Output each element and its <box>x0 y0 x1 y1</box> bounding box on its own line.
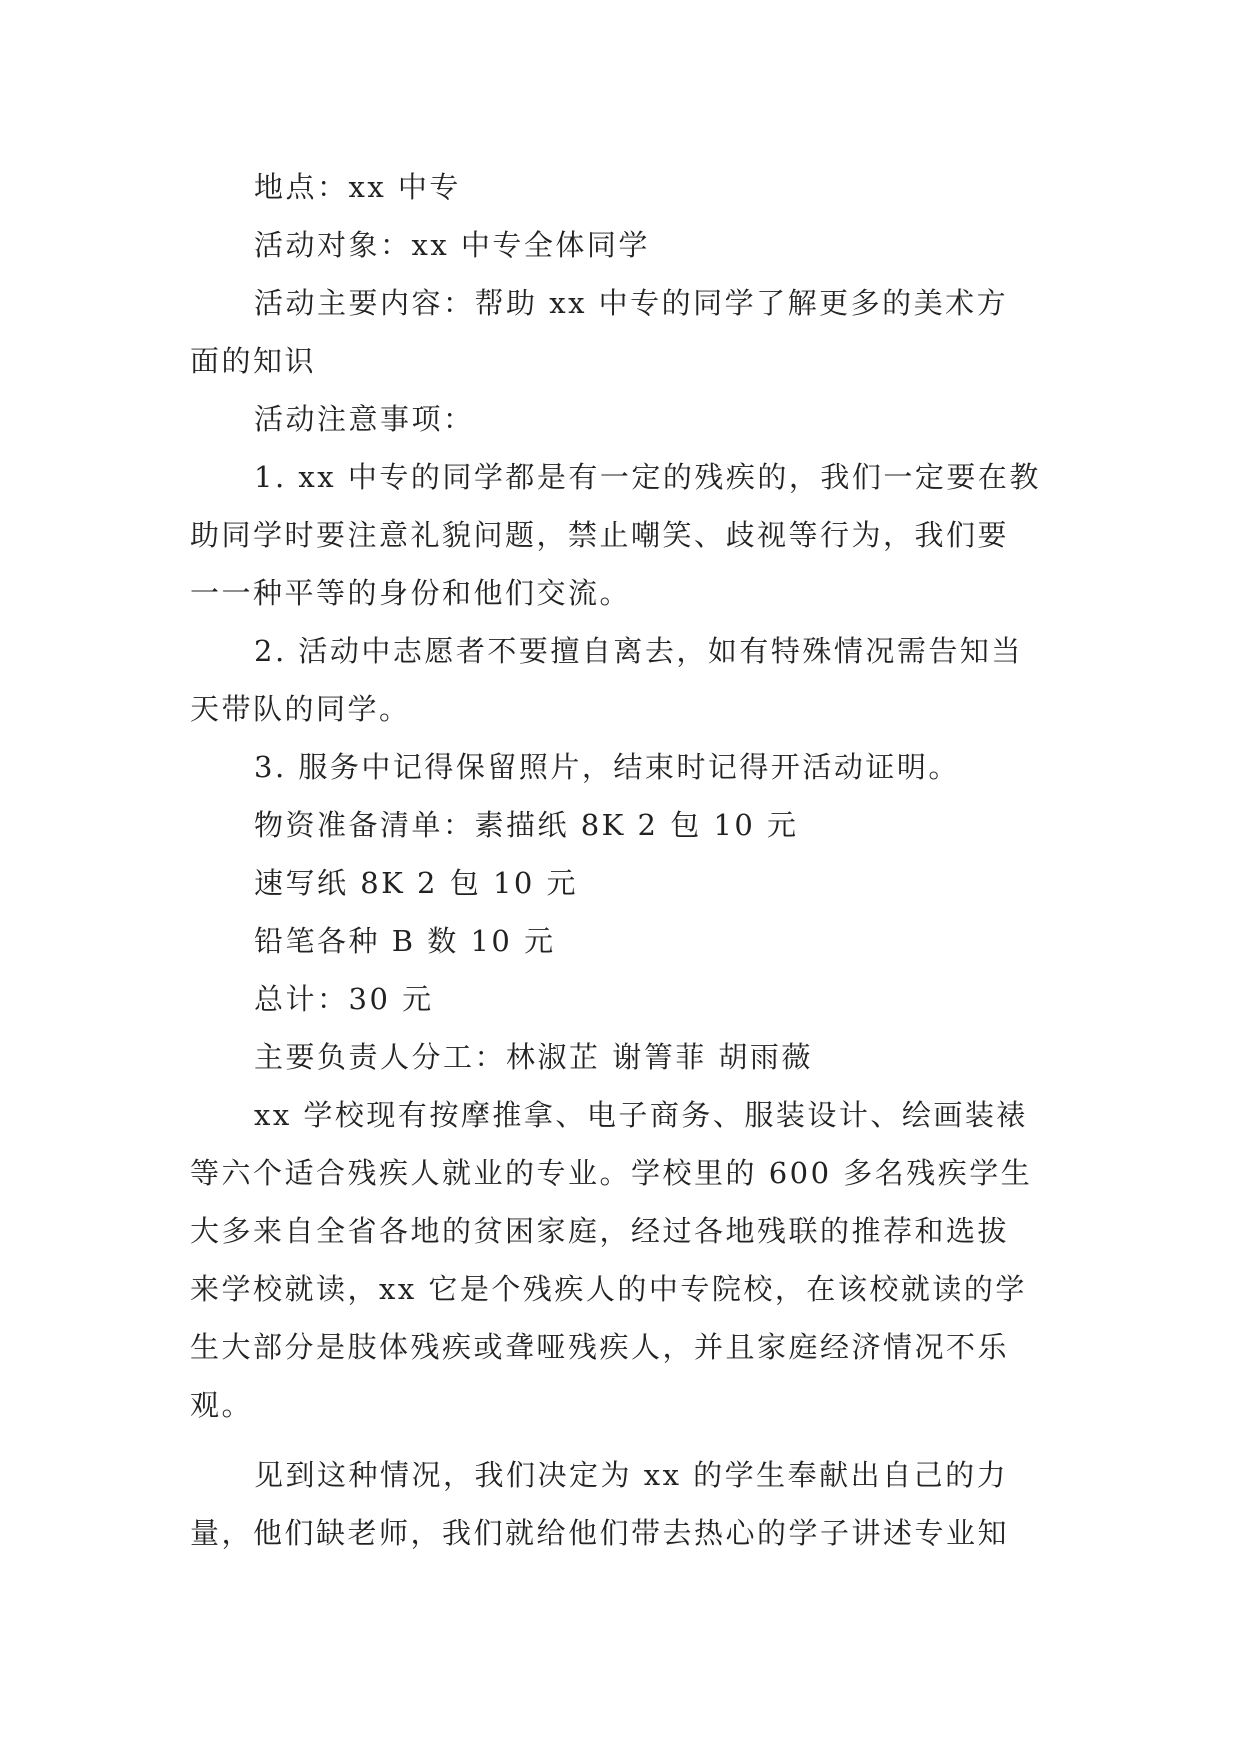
note1-line-1: 1. xx 中专的同学都是有一定的残疾的，我们一定要在教 <box>254 460 1041 494</box>
target-line: 活动对象：xx 中专全体同学 <box>254 228 650 262</box>
paragraph2-line-1: 见到这种情况，我们决定为 xx 的学生奉献出自己的力 <box>254 1458 1009 1492</box>
note3-line: 3. 服务中记得保留照片，结束时记得开活动证明。 <box>254 750 960 784</box>
paragraph1-line-5: 生大部分是肢体残疾或聋哑残疾人，并且家庭经济情况不乐 <box>190 1330 1010 1364</box>
materials-line: 物资准备清单：素描纸 8K 2 包 10 元 <box>254 808 799 842</box>
paragraph-gap <box>190 1434 1054 1446</box>
note1-line-2: 助同学时要注意礼貌问题，禁止嘲笑、歧视等行为，我们要 <box>190 518 1010 552</box>
document-body <box>190 158 1054 1562</box>
content-line-2: 面的知识 <box>190 344 317 378</box>
paragraph1-line-3: 大多来自全省各地的贫困家庭，经过各地残联的推荐和选拔 <box>190 1214 1010 1248</box>
content-line-1: 活动主要内容：帮助 xx 中专的同学了解更多的美术方 <box>254 286 1009 320</box>
persons-line: 主要负责人分工：林淑芷 谢箐菲 胡雨薇 <box>254 1040 813 1074</box>
note2-line-2: 天带队的同学。 <box>190 692 411 726</box>
notes-heading: 活动注意事项： <box>254 402 475 436</box>
material-item-sketch-paper: 速写纸 8K 2 包 10 元 <box>254 866 579 900</box>
note2-line-1: 2. 活动中志愿者不要擅自离去，如有特殊情况需告知当 <box>254 634 1023 668</box>
paragraph1-line-6: 观。 <box>190 1388 254 1422</box>
note1-line-3: 一一种平等的身份和他们交流。 <box>190 576 632 610</box>
material-item-pencils: 铅笔各种 B 数 10 元 <box>254 924 556 958</box>
paragraph1-line-1: xx 学校现有按摩推拿、电子商务、服装设计、绘画装裱 <box>254 1098 1028 1132</box>
paragraph1-line-4: 来学校就读，xx 它是个残疾人的中专院校，在该校就读的学 <box>190 1272 1027 1306</box>
paragraph1-line-2: 等六个适合残疾人就业的专业。学校里的 600 多名残疾学生 <box>190 1156 1033 1190</box>
location-line: 地点：xx 中专 <box>254 170 461 204</box>
paragraph2-line-2: 量，他们缺老师，我们就给他们带去热心的学子讲述专业知 <box>190 1516 1010 1550</box>
total-line: 总计：30 元 <box>254 982 434 1016</box>
